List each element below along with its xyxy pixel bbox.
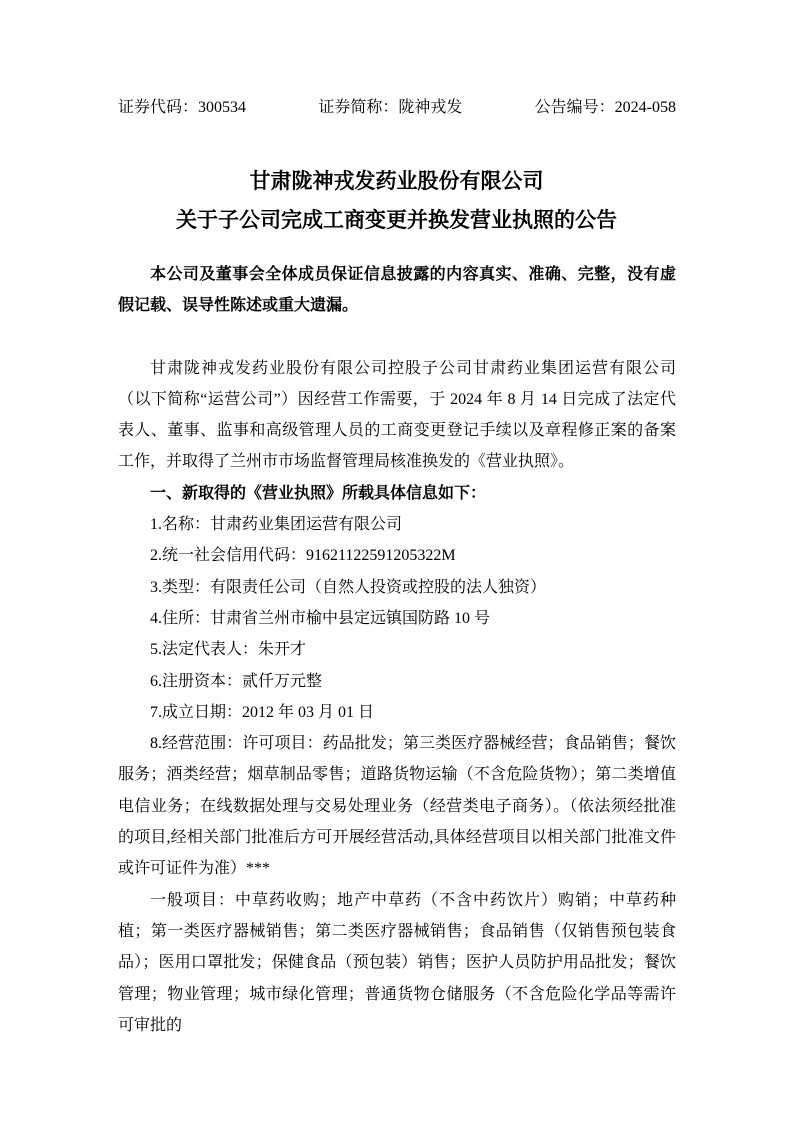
license-item-establishment-date: 7.成立日期：2012 年 03 月 01 日 bbox=[150, 703, 375, 721]
title-company-name: 甘肃陇神戎发药业股份有限公司 bbox=[249, 169, 544, 193]
license-item-address: 4.住所：甘肃省兰州市榆中县定远镇国防路 10 号 bbox=[150, 609, 491, 627]
section-heading: 一、新取得的《营业执照》所载具体信息如下： bbox=[150, 484, 487, 502]
license-item-type: 3.类型：有限责任公司（自然人投资或控股的法人独资） bbox=[150, 578, 547, 596]
stock-abbr: 证券简称：陇神戎发 bbox=[318, 99, 463, 116]
intro-paragraph: 甘肃陇神戎发药业股份有限公司控股子公司甘肃药业集团运营有限公司（以下简称“运营公司”）因经营工作需要，于 2024 年 8 月 14 日完成了法定代表人、董事、监事和高级管理人员的工商变更登记手续以及章程修正案的备案工作，并取得了兰州市市场监督管理局核准换发的《营业执照》。 bbox=[118, 359, 676, 471]
license-item-legal-representative: 5.法定代表人：朱开才 bbox=[150, 641, 307, 659]
document-body bbox=[118, 259, 676, 1041]
stock-code: 证券代码：300534 bbox=[118, 99, 247, 116]
license-item-credit-code: 2.统一社会信用代码：91621122591205322M bbox=[150, 547, 456, 565]
document-title bbox=[0, 162, 793, 240]
license-item-name: 1.名称：甘肃药业集团运营有限公司 bbox=[150, 516, 403, 534]
license-item-registered-capital: 6.注册资本：贰仟万元整 bbox=[150, 672, 323, 690]
license-item-business-scope: 8.经营范围：许可项目：药品批发；第三类医疗器械经营；食品销售；餐饮服务；酒类经营；烟草制品零售；道路货物运输（不含危险货物）；第二类增值电信业务；在线数据处理与交易处理业务（经营类电子商务）。（依法须经批准的项目,经相关部门批准后方可开展经营活动,具体经营项目以相关部门批准文件或许可证件为准）*** bbox=[118, 735, 676, 878]
document-header bbox=[118, 97, 676, 119]
title-announcement-subject: 关于子公司完成工商变更并换发营业执照的公告 bbox=[176, 208, 617, 232]
disclaimer-paragraph: 本公司及董事会全体成员保证信息披露的内容真实、准确、完整，没有虚假记载、误导性陈述或重大遗漏。 bbox=[118, 266, 676, 315]
general-items-paragraph: 一般项目：中草药收购；地产中草药（不含中药饮片）购销；中草药种植；第一类医疗器械销售；第二类医疗器械销售；食品销售（仅销售预包装食品）；医用口罩批发；保健食品（预包装）销售；医护人员防护用品批发；餐饮管理；物业管理；城市绿化管理；普通货物仓储服务（不含危险化学品等需许可审批的 bbox=[118, 891, 676, 1034]
announcement-number: 公告编号：2024-058 bbox=[534, 99, 676, 116]
